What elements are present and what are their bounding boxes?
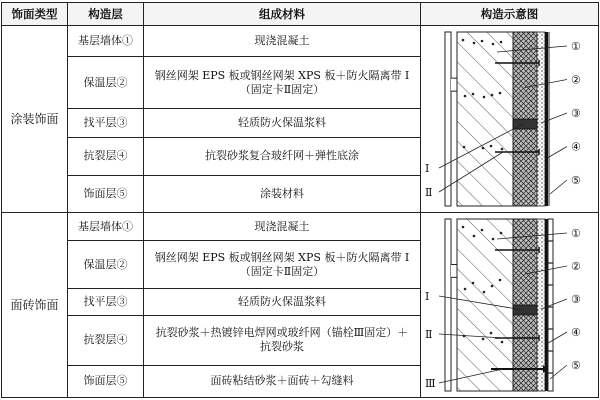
aggregate-speck [462,39,465,42]
diagram-tile-cell [421,213,599,398]
callout-label: ③ [571,107,581,120]
aggregate-speck [473,235,476,238]
aggregate-speck [464,95,467,98]
aggregate-speck [464,288,467,291]
construction-diagram-coating [421,26,599,212]
material-line: 现浇混凝土 [254,219,310,233]
layer-cell: 保温层② [68,241,144,289]
aggregate-speck [491,285,494,288]
header-row [2,3,599,26]
aggregate-speck [482,338,485,341]
layer-cell: 保温层② [68,57,144,109]
callout-label: ① [571,40,581,53]
callout-label: Ⅱ [425,186,433,199]
aggregate-speck [500,232,503,235]
finish-type-coating: 涂装饰面 [2,26,68,213]
callout-label: Ⅱ [425,328,433,341]
layer-cell: 抗裂层④ [68,315,144,365]
aggregate-speck [472,93,475,96]
callout-label: Ⅰ [425,290,430,303]
material-line: 钢丝网架 EPS 板或钢丝网架 XPS 板＋防火隔离带 Ⅰ [154,250,410,264]
aggregate-speck [472,282,475,285]
callout-label: Ⅰ [425,162,430,175]
material-line: 抗裂砂浆＋热镀锌电焊网或玻纤网（锚栓Ⅲ固定）＋ [155,326,409,340]
material-line: （固定卡Ⅱ固定） [239,264,325,278]
construction-diagram-tile [421,213,599,397]
material-line: 抗裂砂浆复合玻纤网＋弹性底涂 [205,149,359,163]
material-line: 涂装材料 [260,186,304,200]
aggregate-speck [483,291,486,294]
table-row [2,26,599,57]
callout-leader [547,147,568,159]
finish-type-tile: 面砖饰面 [2,213,68,398]
leveling-layer [537,32,545,206]
material-cell [144,175,421,212]
callout-label: ② [571,260,581,273]
callout-label: ③ [571,293,581,306]
material-cell [144,57,421,109]
material-cell [144,138,421,175]
header-finish-type: 饰面类型 [2,3,68,26]
aggregate-speck [490,145,493,148]
material-cell [144,109,421,138]
material-line: 轻质防火保温浆料 [238,294,326,308]
material-line: 面砖粘结砂浆＋面砖＋勾缝料 [210,374,354,388]
aggregate-speck [501,341,504,344]
aggregate-speck [492,43,495,46]
aggregate-speck [492,238,495,241]
aggregate-speck [462,226,465,229]
edge-strip [445,219,451,391]
material-cell [144,365,421,397]
layer-cell: 饰面层⑤ [68,175,144,212]
callout-label: ⑤ [571,174,581,187]
aggregate-speck [473,42,476,45]
material-cell [144,26,421,57]
aggregate-speck [481,40,484,43]
aggregate-speck [499,92,502,95]
header-material: 组成材料 [144,3,421,26]
fire-barrier-band [513,305,537,315]
material-line: 轻质防火保温浆料 [238,116,326,130]
aggregate-speck [483,96,486,99]
header-layer: 构造层 [68,3,144,26]
material-cell [144,213,421,241]
aggregate-speck [491,94,494,97]
callout-label: ④ [571,140,581,154]
edge-detail [451,265,457,278]
callout-label: ⑤ [571,359,581,372]
callout-label: ② [571,73,581,87]
aggregate-speck [490,332,493,335]
layer-cell: 抗裂层④ [68,138,144,175]
aggregate-speck [463,146,466,149]
material-cell [144,241,421,289]
callout-label: ④ [571,326,581,339]
callout-label: Ⅲ [425,377,436,390]
material-cell [144,289,421,315]
aggregate-speck [499,279,502,282]
aggregate-speck [500,41,503,44]
leveling-layer [537,219,545,391]
layer-cell: 找平层③ [68,289,144,315]
layer-cell: 饰面层⑤ [68,365,144,397]
layer-cell: 基层墙体① [68,26,144,57]
aggregate-speck [482,147,485,150]
diagram-coating-cell [421,26,599,213]
callout-leader [550,180,567,194]
construction-table [1,2,599,398]
material-cell [144,315,421,365]
edge-strip [445,32,451,206]
material-line: 现浇混凝土 [254,34,310,48]
layer-cell: 基层墙体① [68,213,144,241]
aggregate-speck [501,148,504,151]
table-row [2,213,599,241]
material-line: 抗裂砂浆 [260,340,304,354]
material-line: （固定卡Ⅱ固定） [239,82,325,96]
material-line: 钢丝网架 EPS 板或钢丝网架 XPS 板＋防火隔离带 Ⅰ [154,68,410,82]
layer-cell: 找平层③ [68,109,144,138]
edge-detail [451,78,457,91]
aggregate-speck [481,229,484,232]
header-diagram: 构造示意图 [421,3,599,26]
base-wall-layer [457,32,513,206]
callout-label: ① [571,227,581,240]
base-wall-layer [457,219,513,391]
